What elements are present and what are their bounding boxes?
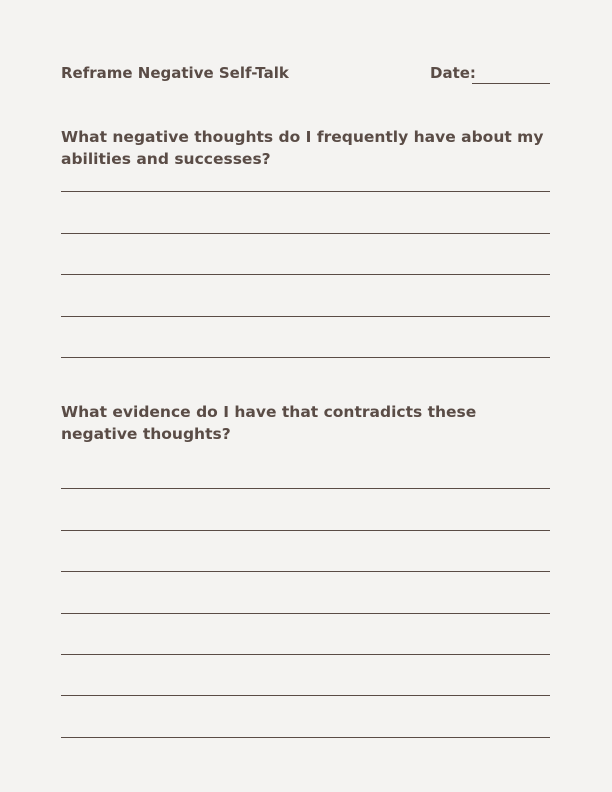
date-field-line[interactable] bbox=[472, 83, 550, 84]
answer-line-q2-2[interactable] bbox=[61, 530, 550, 531]
answer-line-q2-1[interactable] bbox=[61, 488, 550, 489]
answer-line-q1-3[interactable] bbox=[61, 274, 550, 275]
answer-line-q1-1[interactable] bbox=[61, 191, 550, 192]
question-2: What evidence do I have that contradicts these negative thoughts? bbox=[61, 403, 477, 443]
question-1: What negative thoughts do I frequently have about my abilities and successes? bbox=[61, 128, 544, 168]
answer-line-q2-4[interactable] bbox=[61, 613, 550, 614]
answer-line-q2-6[interactable] bbox=[61, 695, 550, 696]
worksheet-title: Reframe Negative Self-Talk bbox=[61, 64, 289, 82]
date-label: Date: bbox=[430, 64, 476, 82]
answer-line-q2-3[interactable] bbox=[61, 571, 550, 572]
answer-line-q1-5[interactable] bbox=[61, 357, 550, 358]
answer-line-q2-7[interactable] bbox=[61, 737, 550, 738]
answer-line-q1-4[interactable] bbox=[61, 316, 550, 317]
answer-line-q1-2[interactable] bbox=[61, 233, 550, 234]
answer-line-q2-5[interactable] bbox=[61, 654, 550, 655]
